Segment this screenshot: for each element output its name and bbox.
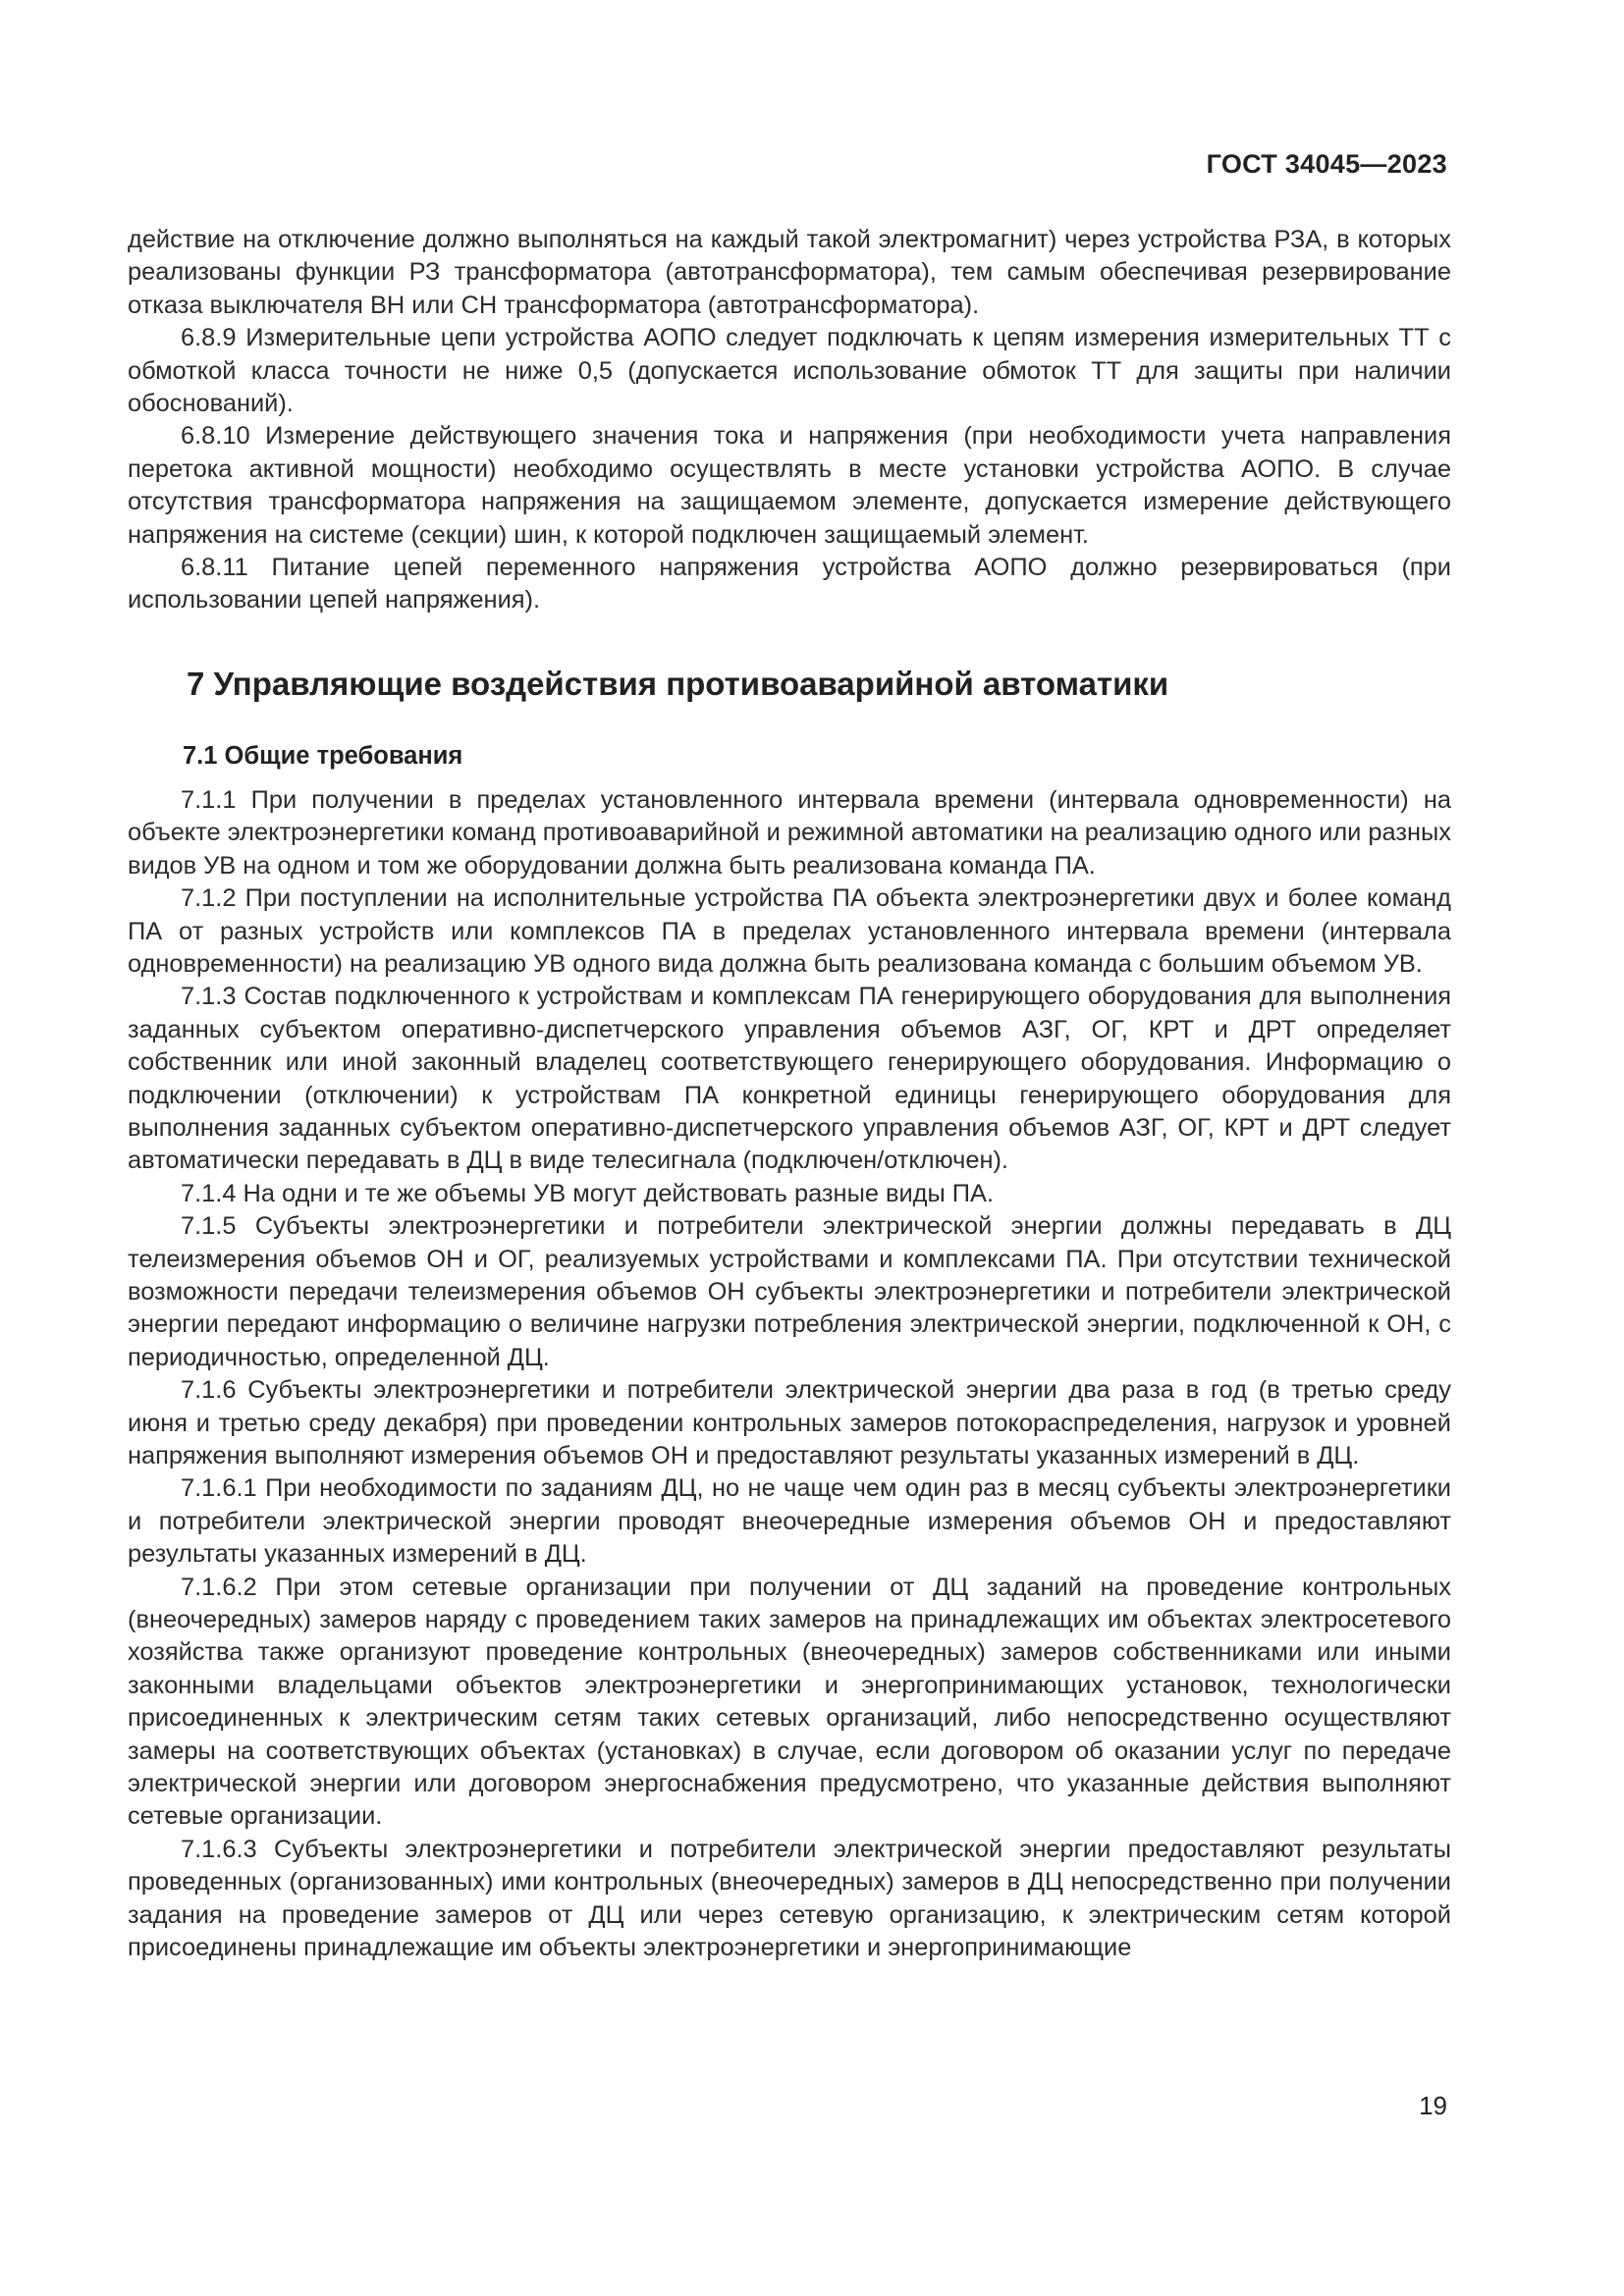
paragraph-7-1-2: 7.1.2 При поступлении на исполнительные устройства ПА объекта электроэнергетики двух и более команд ПА от разных устройств или комплексов ПА в пределах установленного интервала времени (интервала одновременности) на реализацию УВ одного вида должна быть реализована команда с большим объемом УВ.	[128, 884, 1451, 978]
paragraph-6-8-10: 6.8.10 Измерение действующего значения тока и напряжения (при необходимости учета направления перетока активной мощности) необходимо осуществлять в месте установки устройства АОПО. В случае отсутствия трансформатора напряжения на защищаемом элементе, допускается измерение действующего напряжения на системе (секции) шин, к которой подключен защищаемый элемент.	[128, 422, 1451, 549]
paragraph-7-1-6: 7.1.6 Субъекты электроэнергетики и потребители электрической энергии два раза в год (в третью среду июня и третью среду декабря) при проведении контрольных замеров потокораспределения, нагрузок и уровней напряжения выполняют измерения объемов ОН и предоставляют результаты указанных измерений в ДЦ.	[128, 1376, 1451, 1469]
page-number: 19	[1419, 2091, 1447, 2120]
subsection-heading: 7.1 Общие требования	[183, 741, 463, 770]
paragraph-7-1-4: 7.1.4 На одни и те же объемы УВ могут действовать разные виды ПА.	[181, 1179, 995, 1207]
section-heading: 7 Управляющие воздействия противоаварийной автоматики	[187, 665, 1169, 702]
paragraph-6-8-9: 6.8.9 Измерительные цепи устройства АОПО следует подключать к цепям измерения измерительных ТТ с обмоткой класса точности не ниже 0,5 (допускается использование обмоток ТТ для защиты при наличии обоснований).	[128, 324, 1451, 418]
paragraph-7-1-6-3: 7.1.6.3 Субъекты электроэнергетики и потребители электрической энергии предоставляют результаты проведенных (организованных) ими контрольных (внеочередных) замеров в ДЦ непосредственно при получении задания на проведение замеров от ДЦ или через сетевую организацию, к электрическим сетям которой присоединены принадлежащие им объекты электроэнергетики и энергопринимающие	[128, 1835, 1451, 1962]
paragraph-7-1-6-2: 7.1.6.2 При этом сетевые организации при получении от ДЦ заданий на проведение контрольных (внеочередных) замеров наряду с проведением таких замеров на принадлежащих им объектах электросетевого хозяйства также организуют проведение контрольных (внеочередных) замеров собственниками или иными законными владельцами объектов электроэнергетики и энергопринимающих установок, технологически присоединенных к электрическим сетям таких сетевых организаций, либо непосредственно осуществляют замеры на соответствующих объектах (установках) в случае, если договором об оказании услуг по передаче электрической энергии или договором энергоснабжения предусмотрено, что указанные действия выполняют сетевые организации.	[128, 1573, 1451, 1831]
document-body	[128, 224, 1451, 1965]
paragraph-7-1-3: 7.1.3 Состав подключенного к устройствам и комплексам ПА генерирующего оборудования для выполнения заданных субъектом оперативно-диспетчерского управления объемов АЗГ, ОГ, КРТ и ДРТ определяет собственник или иной законный владелец соответствующего генерирующего оборудования. Информацию о подключении (отключении) к устройствам ПА конкретной единицы генерирующего оборудования для выполнения заданных субъектом оперативно-диспетчерского управления объемов АЗГ, ОГ, КРТ и ДРТ следует автоматически передавать в ДЦ в виде телесигнала (подключен/отключен).	[128, 983, 1451, 1175]
document-code: ГОСТ 34045—2023	[1206, 149, 1447, 179]
paragraph-6-8-11: 6.8.11 Питание цепей переменного напряжения устройства АОПО должно резервироваться (при использовании цепей напряжения).	[128, 554, 1451, 614]
paragraph-7-1-1: 7.1.1 При получении в пределах установленного интервала времени (интервала одновременности) на объекте электроэнергетики команд противоаварийной и режимной автоматики на реализацию одного или разных видов УВ на одном и том же оборудовании должна быть реализована команда ПА.	[128, 785, 1451, 880]
paragraph-7-1-5: 7.1.5 Субъекты электроэнергетики и потребители электрической энергии должны передавать в ДЦ телеизмерения объемов ОН и ОГ, реализуемых устройствами и комплексами ПА. При отсутствии технической возможности передачи телеизмерения объемов ОН субъекты электроэнергетики и потребители электрической энергии передают информацию о величине нагрузки потребления электрической энергии, подключенной к ОН, с периодичностью, определенной ДЦ.	[128, 1212, 1451, 1371]
paragraph-continuation: действие на отключение должно выполняться на каждый такой электромагнит) через устройства РЗА, в которых реализованы функции РЗ трансформатора (автотрансформатора), тем самым обеспечивая резервирование отказа выключателя ВН или СН трансформатора (автотрансформатора).	[128, 226, 1451, 319]
paragraph-7-1-6-1: 7.1.6.1 При необходимости по заданиям ДЦ, но не чаще чем один раз в месяц субъекты электроэнергетики и потребители электрической энергии проводят внеочередные измерения объемов ОН и предоставляют результаты указанных измерений в ДЦ.	[128, 1474, 1451, 1569]
